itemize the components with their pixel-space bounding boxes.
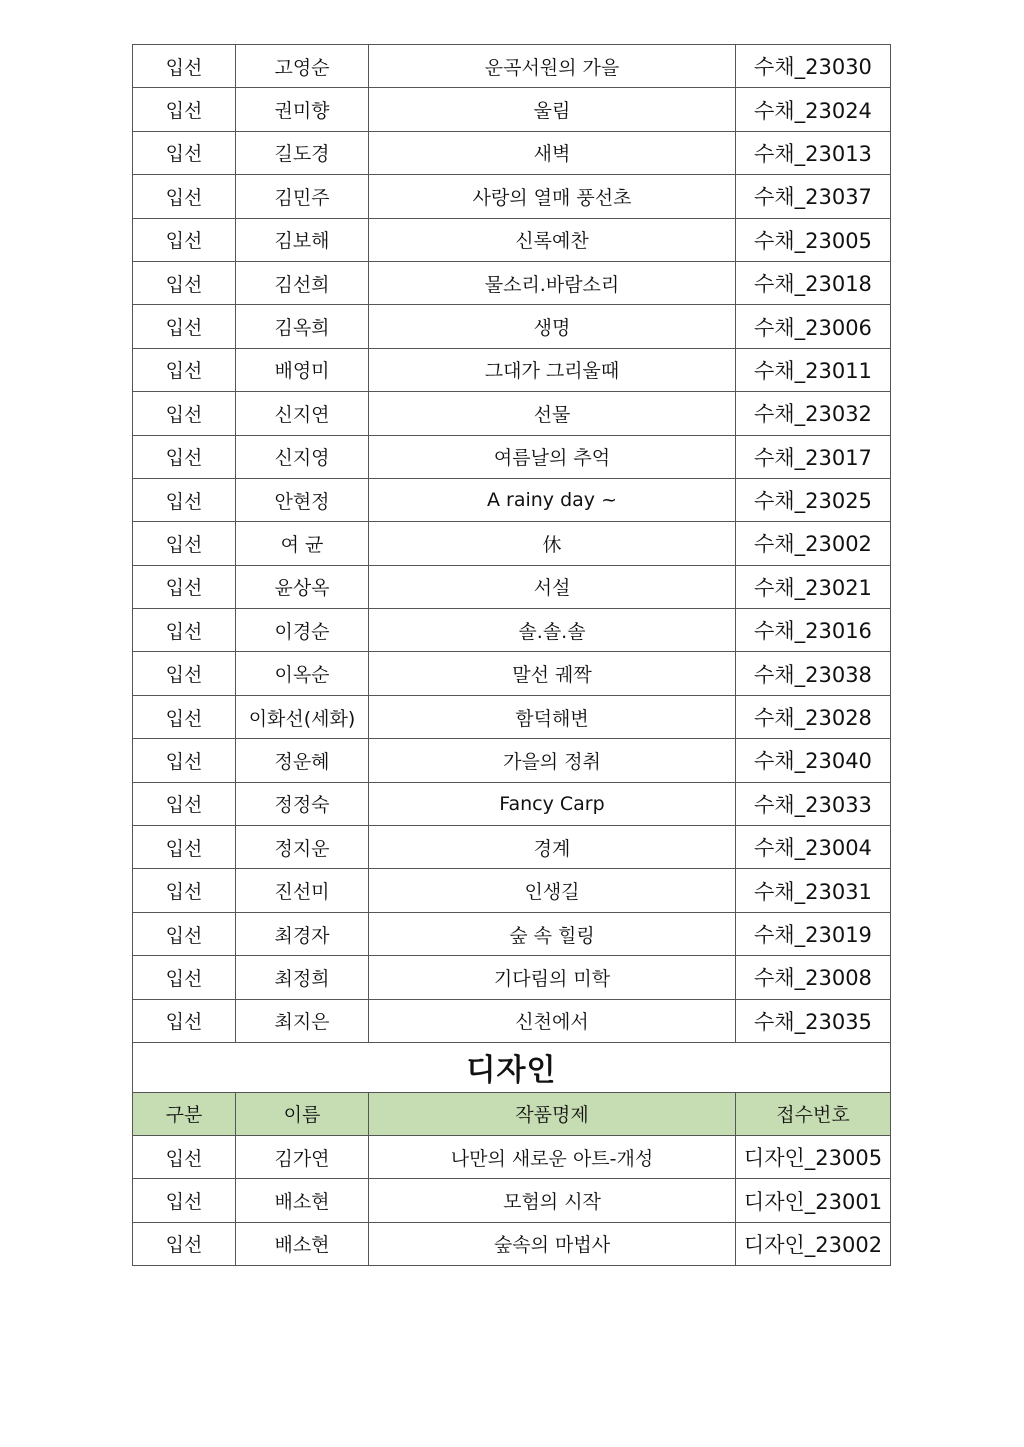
number-cell: 수채_23005 [736,218,891,261]
title-cell: 가을의 정취 [369,739,736,782]
title-cell: 사랑의 열매 풍선초 [369,175,736,218]
title-cell: 休 [369,522,736,565]
number-cell: 수채_23024 [736,88,891,131]
number-cell: 수채_23018 [736,261,891,304]
name-cell: 김민주 [236,175,369,218]
name-cell: 배소현 [236,1222,369,1265]
section-title-row [133,1042,891,1092]
table-row [133,45,891,88]
title-cell: 생명 [369,305,736,348]
number-cell: 수채_23002 [736,522,891,565]
grade-cell: 입선 [133,478,236,521]
name-cell: 배영미 [236,348,369,391]
title-cell: 울림 [369,88,736,131]
table-row [133,999,891,1042]
title-cell: 함덕해변 [369,695,736,738]
name-cell: 신지연 [236,392,369,435]
table-row [133,956,891,999]
header-title: 작품명제 [369,1092,736,1135]
name-cell: 신지영 [236,435,369,478]
grade-cell: 입선 [133,88,236,131]
grade-cell: 입선 [133,261,236,304]
number-cell: 디자인_23005 [736,1135,891,1178]
grade-cell: 입선 [133,739,236,782]
name-cell: 김보해 [236,218,369,261]
number-cell: 수채_23031 [736,869,891,912]
name-cell: 김가연 [236,1135,369,1178]
name-cell: 정지운 [236,826,369,869]
title-cell: 기다림의 미학 [369,956,736,999]
name-cell: 최정희 [236,956,369,999]
grade-cell: 입선 [133,782,236,825]
grade-cell: 입선 [133,695,236,738]
number-cell: 수채_23013 [736,131,891,174]
table-row [133,609,891,652]
number-cell: 수채_23017 [736,435,891,478]
name-cell: 배소현 [236,1179,369,1222]
table-row [133,261,891,304]
number-cell: 수채_23006 [736,305,891,348]
number-cell: 수채_23008 [736,956,891,999]
title-cell: 선물 [369,392,736,435]
grade-cell: 입선 [133,609,236,652]
table-row [133,912,891,955]
number-cell: 디자인_23001 [736,1179,891,1222]
title-cell: 서설 [369,565,736,608]
grade-cell: 입선 [133,435,236,478]
title-cell: 숲 속 힐링 [369,912,736,955]
table-row [133,478,891,521]
title-cell: 인생길 [369,869,736,912]
title-cell: 숲속의 마법사 [369,1222,736,1265]
award-list-table [132,44,891,1266]
grade-cell: 입선 [133,392,236,435]
table-row [133,869,891,912]
number-cell: 수채_23016 [736,609,891,652]
grade-cell: 입선 [133,348,236,391]
grade-cell: 입선 [133,912,236,955]
grade-cell: 입선 [133,826,236,869]
name-cell: 안현정 [236,478,369,521]
name-cell: 윤상옥 [236,565,369,608]
header-name: 이름 [236,1092,369,1135]
grade-cell: 입선 [133,305,236,348]
design-section [133,1042,891,1135]
name-cell: 권미향 [236,88,369,131]
section-title: 디자인 [133,1042,891,1092]
number-cell: 수채_23021 [736,565,891,608]
grade-cell: 입선 [133,218,236,261]
grade-cell: 입선 [133,869,236,912]
title-cell: 모험의 시작 [369,1179,736,1222]
name-cell: 최지은 [236,999,369,1042]
design-rows [133,1135,891,1265]
table-row [133,305,891,348]
grade-cell: 입선 [133,131,236,174]
title-cell: 그대가 그리울때 [369,348,736,391]
title-cell: 신천에서 [369,999,736,1042]
number-cell: 수채_23004 [736,826,891,869]
watercolor-section [133,45,891,1043]
title-cell: 새벽 [369,131,736,174]
title-cell: 나만의 새로운 아트-개성 [369,1135,736,1178]
number-cell: 수채_23033 [736,782,891,825]
title-cell: 물소리.바람소리 [369,261,736,304]
table-row [133,782,891,825]
name-cell: 김옥희 [236,305,369,348]
table-row [133,218,891,261]
name-cell: 최경자 [236,912,369,955]
number-cell: 수채_23032 [736,392,891,435]
table-row [133,826,891,869]
grade-cell: 입선 [133,522,236,565]
number-cell: 수채_23011 [736,348,891,391]
table-row [133,175,891,218]
number-cell: 수채_23028 [736,695,891,738]
number-cell: 수채_23037 [736,175,891,218]
title-cell: 여름날의 추억 [369,435,736,478]
title-cell: 신록예찬 [369,218,736,261]
title-cell: Fancy Carp [369,782,736,825]
table-row [133,1135,891,1178]
grade-cell: 입선 [133,45,236,88]
name-cell: 정정숙 [236,782,369,825]
name-cell: 고영순 [236,45,369,88]
number-cell: 수채_23030 [736,45,891,88]
name-cell: 길도경 [236,131,369,174]
name-cell: 여 균 [236,522,369,565]
grade-cell: 입선 [133,999,236,1042]
table-header-row [133,1092,891,1135]
number-cell: 디자인_23002 [736,1222,891,1265]
number-cell: 수채_23019 [736,912,891,955]
table-row [133,565,891,608]
grade-cell: 입선 [133,652,236,695]
grade-cell: 입선 [133,175,236,218]
grade-cell: 입선 [133,1135,236,1178]
title-cell: A rainy day ~ [369,478,736,521]
name-cell: 김선희 [236,261,369,304]
grade-cell: 입선 [133,1222,236,1265]
table-row [133,131,891,174]
name-cell: 이경순 [236,609,369,652]
table-row [133,348,891,391]
title-cell: 말선 궤짝 [369,652,736,695]
name-cell: 정운혜 [236,739,369,782]
number-cell: 수채_23035 [736,999,891,1042]
header-grade: 구분 [133,1092,236,1135]
number-cell: 수채_23038 [736,652,891,695]
title-cell: 경계 [369,826,736,869]
name-cell: 이화선(세화) [236,695,369,738]
number-cell: 수채_23040 [736,739,891,782]
number-cell: 수채_23025 [736,478,891,521]
table-row [133,392,891,435]
name-cell: 이옥순 [236,652,369,695]
grade-cell: 입선 [133,956,236,999]
title-cell: 운곡서원의 가을 [369,45,736,88]
table-row [133,435,891,478]
table-row [133,1222,891,1265]
table-row [133,652,891,695]
grade-cell: 입선 [133,1179,236,1222]
table-row [133,739,891,782]
table-row [133,1179,891,1222]
table-row [133,88,891,131]
header-number: 접수번호 [736,1092,891,1135]
table-row [133,695,891,738]
name-cell: 진선미 [236,869,369,912]
title-cell: 솔.솔.솔 [369,609,736,652]
table-row [133,522,891,565]
grade-cell: 입선 [133,565,236,608]
